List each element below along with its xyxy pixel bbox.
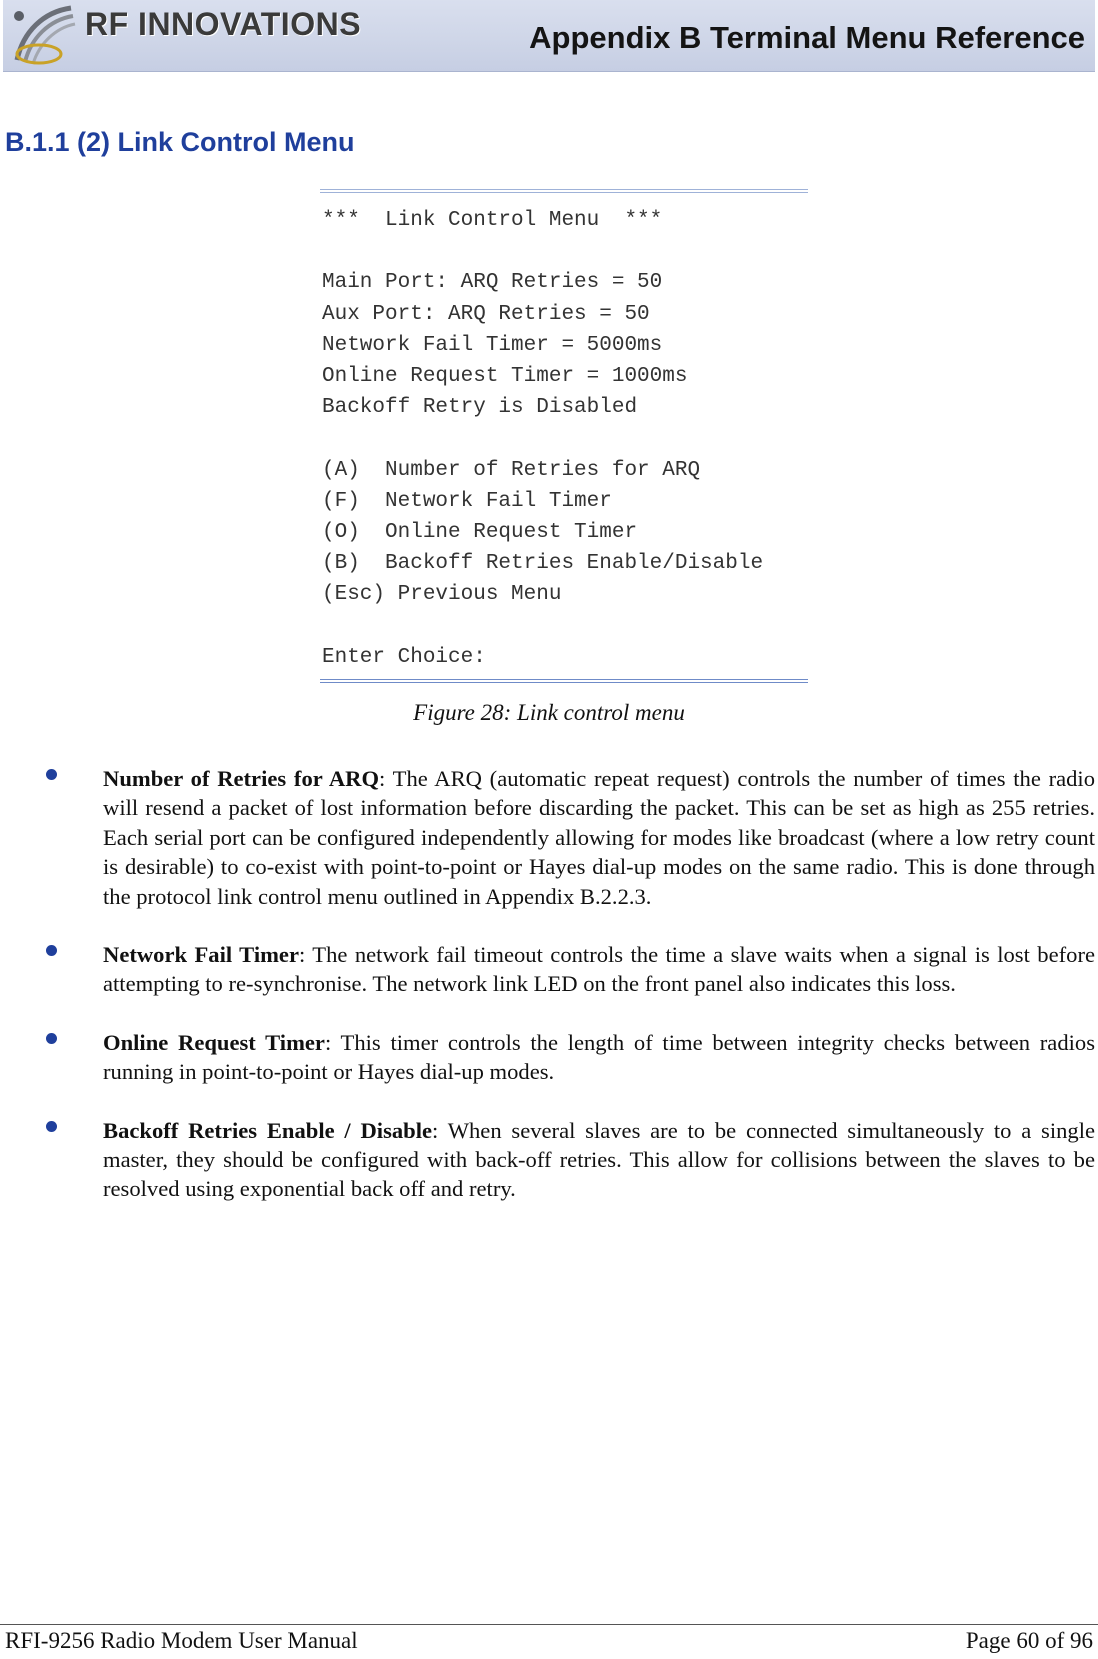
terminal-line xyxy=(322,236,808,267)
list-item xyxy=(0,764,1098,911)
bullet-list xyxy=(0,764,1098,1233)
terminal-line: Online Request Timer = 1000ms xyxy=(322,364,688,388)
bullet-dot-icon xyxy=(46,945,57,956)
list-item xyxy=(0,1116,1098,1204)
bullet-dot-icon xyxy=(46,1121,57,1132)
bullet-text xyxy=(103,940,1095,999)
bullet-text xyxy=(103,1116,1095,1204)
terminal-line xyxy=(322,610,808,641)
list-item xyxy=(0,940,1098,999)
footer-page-number: Page 60 of 96 xyxy=(965,1628,1093,1653)
bullet-body: : This timer controls the length of time between integrity checks between radios running in point-to-point or Hayes dial-up modes. xyxy=(103,1029,1095,1085)
terminal-line: *** Link Control Menu *** xyxy=(322,209,663,232)
section-title: B.1.1 (2) Link Control Menu xyxy=(5,127,355,157)
bullet-text xyxy=(103,1028,1095,1087)
bullet-term: Online Request Timer xyxy=(103,1029,325,1055)
terminal-line: Enter Choice: xyxy=(322,645,486,669)
bullet-dot-icon xyxy=(46,1033,57,1044)
rf-innovations-logo-icon xyxy=(9,2,79,68)
bullet-term: Number of Retries for ARQ xyxy=(103,766,380,791)
bullet-dot-icon xyxy=(46,769,57,780)
terminal-line: Aux Port: ARQ Retries = 50 xyxy=(322,302,650,326)
list-item xyxy=(0,1028,1098,1087)
footer-divider xyxy=(0,1624,1098,1625)
bullet-term: Backoff Retries Enable / Disable xyxy=(103,1117,433,1143)
terminal-lines xyxy=(320,193,808,673)
bullet-body: : The ARQ (automatic repeat request) controls the number of times the radio will resend a packet of lost information before discarding the packet. This can be set as high as 255 retries. Each serial port can be configured independently allowing for modes like broadcast (where a low retry count is desirable) to co-exist with point-to-point or Hayes dial-up modes on the same radio. This is done through the protocol link control menu outlined in Appendix B.2.2.3. xyxy=(103,766,1095,909)
bullet-term: Network Fail Timer xyxy=(103,942,299,968)
bullet-text xyxy=(103,764,1095,911)
bullet-body: : The network fail timeout controls the time a slave waits when a signal is lost before attempting to re-synchronise. The network link LED on the front panel also indicates this loss. xyxy=(103,942,1095,997)
terminal-line: Backoff Retry is Disabled xyxy=(322,396,638,420)
terminal-line: (O) Online Request Timer xyxy=(322,520,638,544)
terminal-line: (F) Network Fail Timer xyxy=(322,489,612,513)
terminal-line: Network Fail Timer = 5000ms xyxy=(322,333,663,357)
page-header xyxy=(3,0,1095,72)
footer-manual-title: RFI-9256 Radio Modem User Manual xyxy=(5,1628,358,1653)
brand-name: RF INNOVATIONS xyxy=(85,6,362,42)
terminal-line: (A) Number of Retries for ARQ xyxy=(322,458,701,482)
terminal-line: Main Port: ARQ Retries = 50 xyxy=(322,271,663,295)
figure-caption: Figure 28: Link control menu xyxy=(413,700,685,725)
terminal-menu-figure xyxy=(320,189,808,683)
header-title: Appendix B Terminal Menu Reference xyxy=(529,20,1085,55)
terminal-line: (Esc) Previous Menu xyxy=(322,583,562,607)
terminal-line xyxy=(322,423,808,454)
bullet-body: : When several slaves are to be connected simultaneously to a single master, they should be configured with back-off retries. This allow for collisions between the slaves to be resolved using exponential back off and retry. xyxy=(103,1117,1096,1202)
terminal-line: (B) Backoff Retries Enable/Disable xyxy=(322,552,764,576)
